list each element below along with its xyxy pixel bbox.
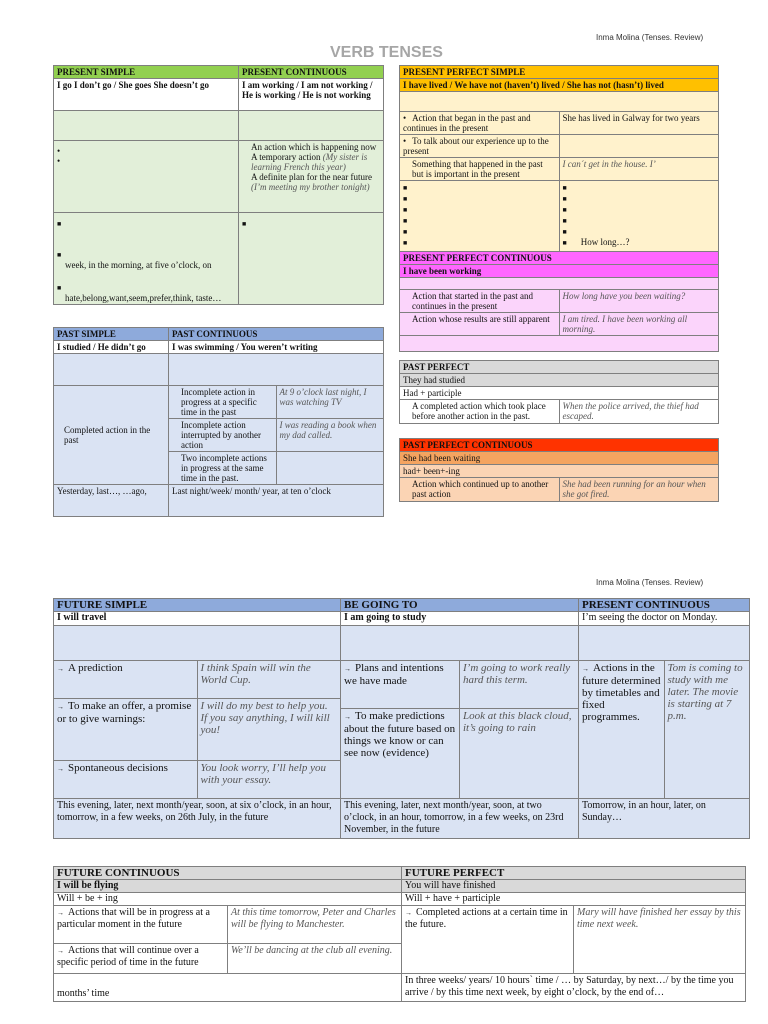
- pps-howlong: How long…?: [580, 237, 630, 247]
- past-continuous-use3: Two incomplete actions in progress at the same time in the past.: [169, 452, 277, 485]
- present-perfect-continuous-table: [399, 251, 719, 352]
- past-continuous-form: I was swimming / You weren’t writing: [169, 341, 384, 354]
- fs-use1: → A prediction: [54, 661, 198, 699]
- present-simple-uses: [54, 141, 239, 213]
- past-continuous-use2: Incomplete action interrupted by another action: [169, 419, 277, 452]
- going-to-header: BE GOING TO: [341, 599, 579, 612]
- fs-adverbs: This evening, later, next month/year, soon, at six o’clock, in an hour, tomorrow, in a few weeks, on 26th July, in the future: [54, 799, 341, 839]
- pcf-use1: → Actions in the future determined by timetables and fixed programmes.: [579, 661, 665, 799]
- future-cont-perfect-table: [53, 866, 746, 1002]
- future-simple-header: FUTURE SIMPLE: [54, 599, 341, 612]
- fs-ex1: I think Spain will win the World Cup.: [197, 661, 341, 699]
- past-perfect-table: [399, 360, 719, 424]
- fp-ex1: Mary will have finished her essay by this time next week.: [574, 906, 746, 974]
- past-continuous-ex2: I was reading a book when my dad called.: [276, 419, 384, 452]
- past-perfect-continuous-table: [399, 438, 719, 502]
- going-to-form: I am going to study: [341, 612, 579, 626]
- fs-use2: → To make an offer, a promise or to give warnings:: [54, 699, 198, 761]
- past-continuous-ex1: At 9 o’clock last night, I was watching TV: [276, 386, 384, 419]
- past-perfect-use1: A completed action which took place before another action in the past.: [400, 400, 560, 424]
- fc-rule: Will + be + ing: [54, 893, 402, 906]
- fp-form: You will have finished: [402, 880, 746, 893]
- present-simple-header: PRESENT SIMPLE: [54, 66, 239, 79]
- pc-use1: An action which is happening now: [251, 142, 377, 152]
- pps-ex1: She has lived in Galway for two years: [559, 112, 719, 135]
- past-simple-use1: Completed action in the past: [54, 386, 169, 485]
- ppc-use1: Action that started in the past and continues in the present: [400, 290, 560, 313]
- past-perfect-rule: Had + participle: [400, 387, 719, 400]
- present-continuous-header: PRESENT CONTINUOUS: [239, 66, 384, 79]
- fp-use1: → Completed actions at a certain time in the future.: [402, 906, 574, 974]
- present-perfect-simple-table: [399, 65, 719, 259]
- ppc-use2: Action whose results are still apparent: [400, 313, 560, 336]
- past-perfect-form: They had studied: [400, 374, 719, 387]
- past-simple-form: I studied / He didn’t go: [54, 341, 169, 354]
- present-continuous-future-header: PRESENT CONTINUOUS: [579, 599, 750, 612]
- pps-use2: • To talk about our experience up to the present: [400, 135, 560, 158]
- fs-ex2: I will do my best to help you. If you say anything, I will kill you!: [197, 699, 341, 761]
- page-title: VERB TENSES: [330, 44, 443, 61]
- author-header: Inma Molina (Tenses. Review): [596, 33, 704, 42]
- pc-ex3: (I’m meeting my brother tonight): [251, 182, 370, 192]
- past-simple-adverbs: Yesterday, last…, …ago,: [54, 485, 169, 517]
- present-table: [53, 65, 384, 305]
- present-continuous-uses: [239, 141, 384, 213]
- pc-use2: A temporary action: [251, 152, 321, 162]
- fc-ex2: We’ll be dancing at the club all evening.: [228, 944, 402, 974]
- present-continuous-form: I am working / I am not working / He is working / He is not working: [239, 79, 384, 111]
- pps-use1: • Action that began in the past and continues in the present: [400, 112, 560, 135]
- ppcont-header: PAST PERFECT CONTINUOUS: [400, 439, 719, 452]
- present-simple-adverbs: ■ ■ week, in the morning, at five o’clock, on ■ hate,belong,want,seem,prefer,think, taste…: [54, 213, 239, 305]
- gt-ex2: Look at this black cloud, it’s going to rain: [460, 709, 579, 799]
- ppcont-rule: had+ been+-ing: [400, 465, 719, 478]
- fs-use3: → Spontaneous decisions: [54, 761, 198, 799]
- fc-adverbs: months’ time: [54, 974, 402, 1002]
- gt-use1: → Plans and intentions we have made: [341, 661, 460, 709]
- pps-use3: Something that happened in the past but is important in the present: [400, 158, 560, 181]
- past-simple-header: PAST SIMPLE: [54, 328, 169, 341]
- ppc-ex2: I am tired. I have been working all morning.: [559, 313, 719, 336]
- ppcont-form: She had been waiting: [400, 452, 719, 465]
- present-simple-form: I go I don’t go / She goes She doesn’t go: [54, 79, 239, 111]
- ppcont-use1: Action which continued up to another past action: [400, 478, 560, 502]
- gt-use2: → To make predictions about the future based on things we know or can see now (evidence): [341, 709, 460, 799]
- fp-adverbs: In three weeks/ years/ 10 hours` time / … by Saturday, by next…/ by the time you arrive / by this time next week, by eight o’clock, by the end of…: [402, 974, 746, 1002]
- gt-ex1: I’m going to work really hard this term.: [460, 661, 579, 709]
- fc-ex1: At this time tomorrow, Peter and Charles will be flying to Manchester.: [228, 906, 402, 944]
- past-continuous-use1: Incomplete action in progress at a specific time in the past: [169, 386, 277, 419]
- ppc-ex1: How long have you been waiting?: [559, 290, 719, 313]
- present-continuous-future-form: I’m seeing the doctor on Monday.: [579, 612, 750, 626]
- pcf-ex1: Tom is coming to study with me later. The movie is starting at 7 p.m.: [664, 661, 750, 799]
- future-table: [53, 598, 750, 839]
- future-perfect-header: FUTURE PERFECT: [402, 867, 746, 880]
- pps-ex3: I can´t get in the house. I’: [559, 158, 719, 181]
- fc-use1: → Actions that will be in progress at a particular moment in the future: [54, 906, 228, 944]
- fs-ex3: You look worry, I’ll help you with your essay.: [197, 761, 341, 799]
- pc-ex2: (My sister is learning French this year): [251, 152, 368, 172]
- pps-header: PRESENT PERFECT SIMPLE: [400, 66, 719, 79]
- future-simple-form: I will travel: [54, 612, 341, 626]
- pps-form: I have lived / We have not (haven’t) lived / She has not (hasn’t) lived: [400, 79, 719, 92]
- fp-rule: Will + have + participle: [402, 893, 746, 906]
- pc-use3: A definite plan for the near future: [251, 172, 372, 182]
- author-header-2: Inma Molina (Tenses. Review): [596, 578, 704, 587]
- fc-form: I will be flying: [54, 880, 402, 893]
- ppcont-ex1: She had been running for an hour when she got fired.: [559, 478, 719, 502]
- ppc-form: I have been working: [400, 265, 719, 278]
- past-perfect-ex1: When the police arrived, the thief had escaped.: [559, 400, 719, 424]
- gt-adverbs: This evening, later, next month/year, soon, at two o’clock, in an hour, tomorrow, in a few weeks, on 23rd November, in the future: [341, 799, 579, 839]
- ppc-header: PRESENT PERFECT CONTINUOUS: [400, 252, 719, 265]
- past-continuous-header: PAST CONTINUOUS: [169, 328, 384, 341]
- past-continuous-adverbs: Last night/week/ month/ year, at ten o’clock: [169, 485, 384, 517]
- past-table: [53, 327, 384, 517]
- future-continuous-header: FUTURE CONTINUOUS: [54, 867, 402, 880]
- fc-use2: → Actions that will continue over a specific period of time in the future: [54, 944, 228, 974]
- past-perfect-header: PAST PERFECT: [400, 361, 719, 374]
- pcf-adverbs: Tomorrow, in an hour, later, on Sunday…: [579, 799, 750, 839]
